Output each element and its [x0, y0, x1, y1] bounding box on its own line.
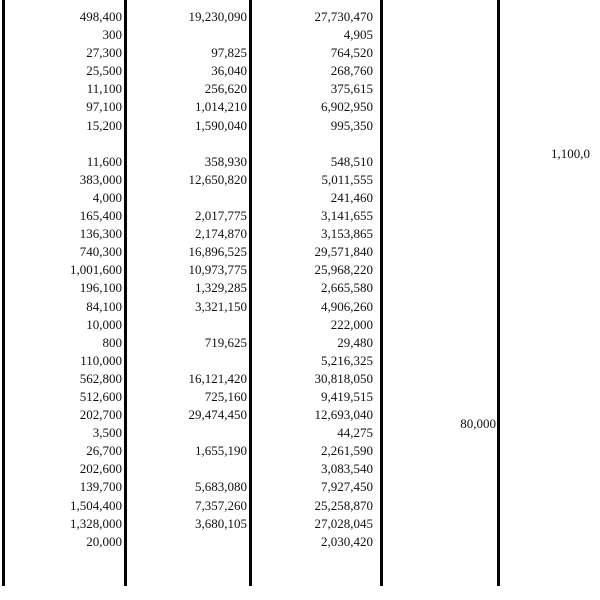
col1-cell: 1,504,400: [70, 497, 122, 513]
column-4-value: 80,000: [460, 416, 496, 431]
col1-cell: 10,000: [86, 316, 122, 332]
col3-cell: 4,905: [343, 27, 373, 43]
col2-cell: [160, 316, 247, 334]
col1-cell: 165,400: [79, 208, 122, 224]
col3-cell: [285, 135, 373, 153]
col3-cell: 2,665,580: [321, 280, 373, 296]
col2-cell: 1,329,285: [195, 280, 247, 296]
col1-cell: 11,100: [86, 81, 122, 97]
col3-cell: 30,818,050: [314, 370, 373, 386]
col1-cell: 97,100: [86, 99, 122, 115]
col3-cell: 5,216,325: [321, 352, 373, 368]
col1-cell: 136,300: [79, 226, 122, 242]
col2-cell: 12,650,820: [188, 171, 247, 187]
col2-cell: [160, 352, 247, 370]
col1-cell: 740,300: [79, 244, 122, 260]
col1-cell: 26,700: [86, 443, 122, 459]
col3-cell: 27,028,045: [314, 515, 373, 531]
col3-cell: 9,419,515: [321, 388, 373, 404]
col1-cell: 15,200: [86, 117, 122, 133]
column-3: [285, 8, 373, 551]
col1-cell: 25,500: [86, 63, 122, 79]
col3-cell: 4,906,260: [321, 298, 373, 314]
column-rule-2: [124, 0, 127, 586]
column-rule-4: [380, 0, 383, 586]
col2-cell: 19,230,090: [188, 9, 247, 24]
col3-cell: 268,760: [330, 63, 373, 79]
col2-cell: 16,896,525: [188, 244, 247, 260]
col1-cell: 20,000: [86, 533, 122, 549]
col3-cell: 222,000: [330, 316, 373, 332]
column-2: [160, 8, 247, 551]
col2-cell: [160, 189, 247, 207]
col3-cell: 25,258,870: [314, 497, 373, 513]
col1-cell: 498,400: [79, 9, 122, 24]
col3-cell: 995,350: [330, 117, 373, 133]
col3-cell: 44,275: [337, 425, 373, 441]
col2-cell: 2,017,775: [195, 208, 247, 224]
column-1: [40, 8, 122, 551]
col1-cell: 4,000: [92, 189, 122, 205]
col2-cell: 16,121,420: [188, 370, 247, 386]
col1-cell: 202,600: [79, 461, 122, 477]
col2-cell: 3,321,150: [195, 298, 247, 314]
col1-cell: 139,700: [79, 479, 122, 495]
col1-cell: 1,001,600: [70, 262, 122, 278]
col2-cell: 1,014,210: [195, 99, 247, 115]
col1-cell: 300: [102, 27, 122, 43]
col3-cell: 29,571,840: [314, 244, 373, 260]
column-rule-3: [249, 0, 252, 586]
col1-cell: 27,300: [86, 45, 122, 61]
col1-cell: 110,000: [80, 352, 122, 368]
column-rule-5: [497, 0, 500, 586]
col1-cell: 562,800: [79, 370, 122, 386]
col2-cell: 10,973,775: [188, 262, 247, 278]
col1-cell: 3,500: [92, 425, 122, 441]
col3-cell: 3,141,655: [321, 208, 373, 224]
col3-cell: 12,693,040: [314, 407, 373, 423]
col3-cell: 3,083,540: [321, 461, 373, 477]
col1-cell: 202,700: [79, 407, 122, 423]
col2-cell: [160, 26, 247, 44]
col2-cell: 719,625: [204, 334, 247, 350]
col2-cell: 2,174,870: [195, 226, 247, 242]
col1-cell: 512,600: [79, 388, 122, 404]
col1-cell: 383,000: [79, 171, 122, 187]
col1-cell: 11,600: [86, 153, 122, 169]
col2-cell: [160, 533, 247, 551]
column-rule-1: [2, 0, 5, 586]
column-5-value: 1,100,0: [551, 146, 590, 161]
col2-cell: 29,474,450: [188, 407, 247, 423]
col2-cell: 3,680,105: [195, 515, 247, 531]
col3-cell: 25,968,220: [314, 262, 373, 278]
col2-cell: [160, 135, 247, 153]
col2-cell: 1,590,040: [195, 117, 247, 133]
col1-cell: 800: [102, 334, 122, 350]
col3-cell: 241,460: [330, 189, 373, 205]
col3-cell: 7,927,450: [321, 479, 373, 495]
col3-cell: 6,902,950: [321, 99, 373, 115]
col2-cell: 36,040: [211, 63, 247, 79]
col1-cell: 196,100: [79, 280, 122, 296]
col3-cell: 2,030,420: [321, 533, 373, 549]
col2-cell: 5,683,080: [195, 479, 247, 495]
col2-cell: 97,825: [211, 45, 247, 61]
col2-cell: 256,620: [204, 81, 247, 97]
col3-cell: 3,153,865: [321, 226, 373, 242]
col3-cell: 375,615: [330, 81, 373, 97]
col3-cell: 5,011,555: [321, 171, 373, 187]
col3-cell: 27,730,470: [314, 9, 373, 24]
col1-cell: 84,100: [86, 298, 122, 314]
col1-cell: 1,328,000: [70, 515, 122, 531]
col2-cell: 7,357,260: [195, 497, 247, 513]
col2-cell: 725,160: [204, 388, 247, 404]
col1-cell: [40, 135, 122, 153]
col3-cell: 29,480: [337, 334, 373, 350]
col2-cell: [160, 460, 247, 478]
col2-cell: [160, 424, 247, 442]
col2-cell: 1,655,190: [195, 443, 247, 459]
col2-cell: 358,930: [204, 153, 247, 169]
col3-cell: 2,261,590: [321, 443, 373, 459]
col3-cell: 764,520: [330, 45, 373, 61]
col3-cell: 548,510: [330, 153, 373, 169]
